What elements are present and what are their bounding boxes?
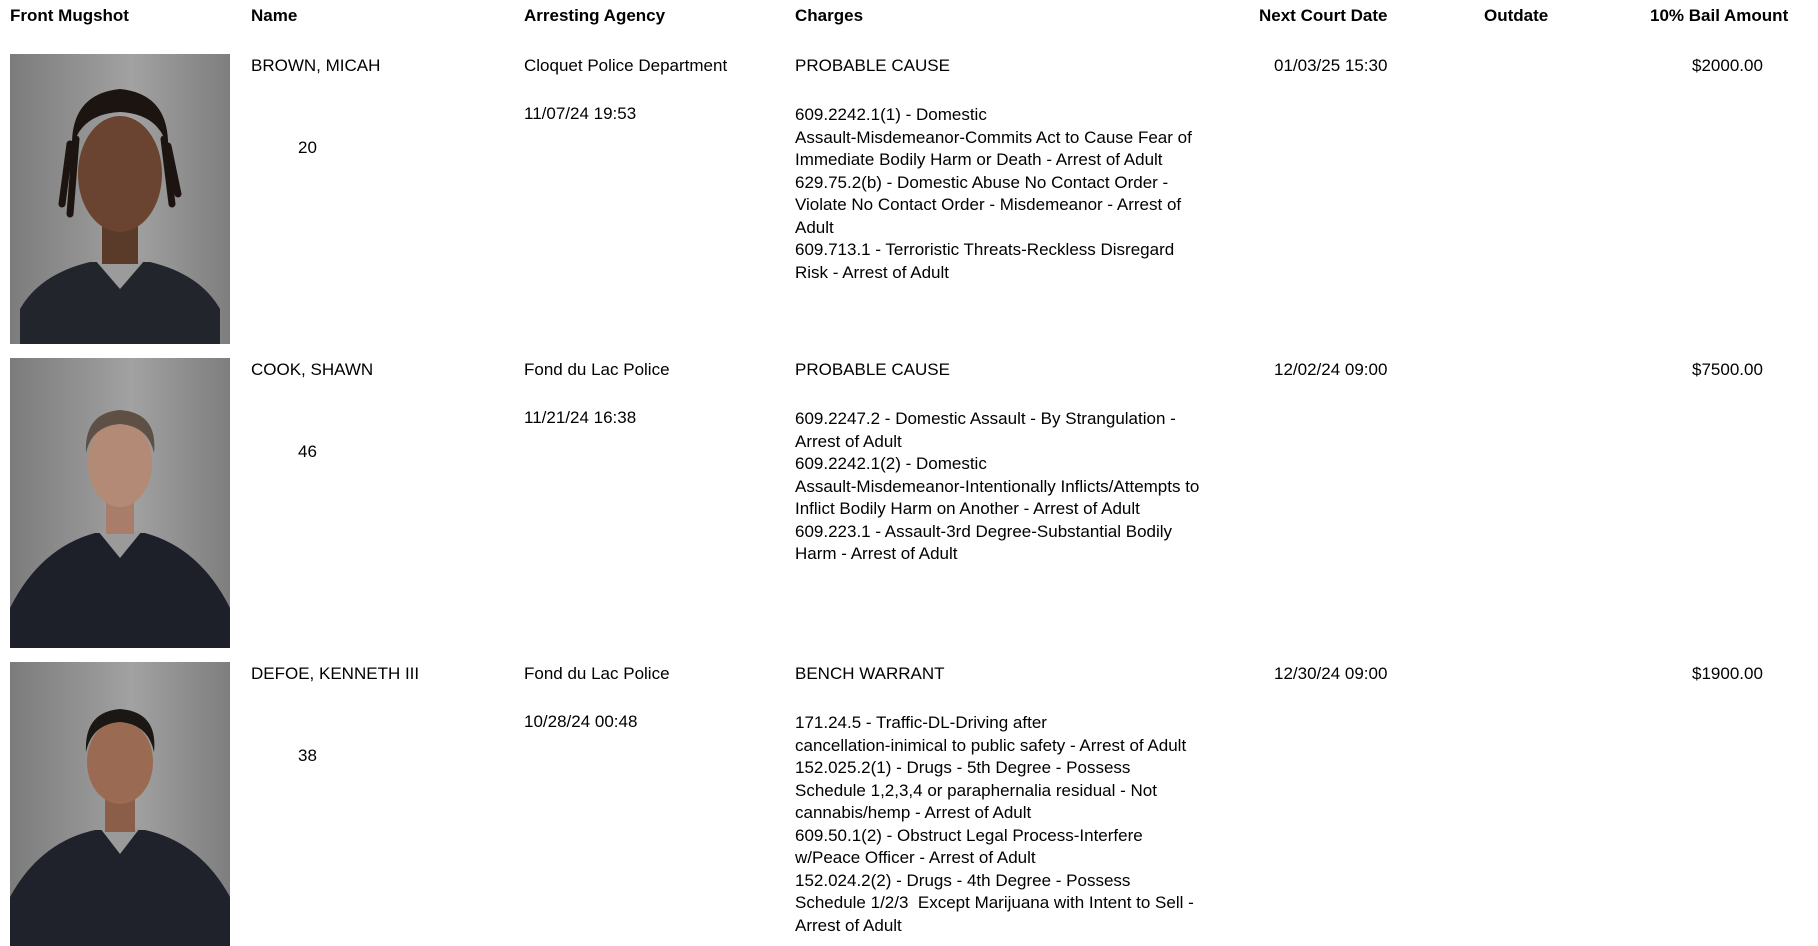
inmate-age: 46 (298, 442, 317, 461)
charge-line: Adult (795, 217, 834, 237)
header-outdate: Outdate (1484, 6, 1549, 25)
inmate-name: COOK, SHAWN (251, 360, 374, 379)
hold-type: PROBABLE CAUSE (795, 56, 950, 75)
hold-type: BENCH WARRANT (795, 664, 945, 683)
arresting-agency: Cloquet Police Department (524, 56, 728, 75)
mugshot-image (10, 662, 230, 946)
inmate-age: 20 (298, 138, 317, 157)
header-court-date: Next Court Date (1259, 6, 1388, 25)
header-bail: 10% Bail Amount (1650, 6, 1789, 25)
next-court-date: 12/30/24 09:00 (1274, 664, 1388, 683)
charge-line: Schedule 1/2/3 Except Marijuana with Intent to Sell - (795, 893, 1194, 912)
booking-date: 11/07/24 19:53 (524, 104, 637, 123)
bail-amount: $2000.00 (1692, 56, 1763, 75)
charge-line: 609.713.1 - Terroristic Threats-Reckless Disregard (795, 240, 1175, 259)
inmate-name: BROWN, MICAH (251, 56, 381, 75)
charge-line: Inflict Bodily Harm on Another - Arrest of Adult (795, 499, 1140, 518)
inmate-name: DEFOE, KENNETH III (251, 664, 420, 683)
next-court-date: 12/02/24 09:00 (1274, 360, 1388, 379)
charge-line: 609.50.1(2) - Obstruct Legal Process-Interfere (795, 825, 1143, 845)
charge-line: cancellation-inimical to public safety - Arrest of Adult (795, 735, 1187, 755)
charge-line: Arrest of Adult (795, 431, 902, 451)
charge-line: 609.223.1 - Assault-3rd Degree-Substantial Bodily (795, 521, 1173, 541)
booking-date: 11/21/24 16:38 (524, 408, 637, 427)
inmate-age: 38 (298, 746, 317, 765)
charges-list (795, 104, 1250, 284)
charge-line: Harm - Arrest of Adult (795, 544, 958, 563)
charge-line: Assault-Misdemeanor-Intentionally Inflicts/Attempts to (795, 476, 1200, 496)
mugshot-image (10, 358, 230, 648)
arresting-agency: Fond du Lac Police (524, 360, 670, 379)
arresting-agency: Fond du Lac Police (524, 664, 670, 683)
charge-line: Risk - Arrest of Adult (795, 262, 949, 282)
person-silhouette-icon (10, 54, 230, 344)
charge-line: Assault-Misdemeanor-Commits Act to Cause Fear of (795, 127, 1192, 147)
person-silhouette-icon (10, 358, 230, 648)
charge-line: 609.2247.2 - Domestic Assault - By Strangulation - (795, 409, 1176, 428)
header-name: Name (251, 6, 298, 25)
header-mugshot: Front Mugshot (10, 6, 129, 25)
charges-list (795, 712, 1250, 937)
charge-line: w/Peace Officer - Arrest of Adult (795, 848, 1036, 867)
charge-line: 152.025.2(1) - Drugs - 5th Degree - Possess (795, 758, 1131, 777)
charge-line: Violate No Contact Order - Misdemeanor - Arrest of (795, 195, 1182, 214)
bail-amount: $7500.00 (1692, 360, 1763, 379)
charges-list (795, 408, 1250, 566)
header-agency: Arresting Agency (524, 6, 666, 25)
charge-line: Immediate Bodily Harm or Death - Arrest of Adult (795, 150, 1163, 169)
person-silhouette-icon (10, 662, 230, 946)
charge-line: 152.024.2(2) - Drugs - 4th Degree - Possess (795, 870, 1131, 890)
bail-amount: $1900.00 (1692, 664, 1763, 683)
charge-line: cannabis/hemp - Arrest of Adult (795, 803, 1032, 822)
charge-line: 171.24.5 - Traffic-DL-Driving after (795, 713, 1047, 732)
charge-line: 609.2242.1(1) - Domestic (795, 105, 987, 124)
booking-date: 10/28/24 00:48 (524, 712, 638, 731)
header-charges: Charges (795, 6, 864, 25)
hold-type: PROBABLE CAUSE (795, 360, 950, 379)
charge-line: Arrest of Adult (795, 915, 902, 935)
charge-line: 629.75.2(b) - Domestic Abuse No Contact Order - (795, 172, 1169, 192)
mugshot-image (10, 54, 230, 344)
next-court-date: 01/03/25 15:30 (1274, 56, 1388, 75)
charge-line: Schedule 1,2,3,4 or paraphernalia residual - Not (795, 780, 1157, 800)
charge-line: 609.2242.1(2) - Domestic (795, 454, 987, 473)
